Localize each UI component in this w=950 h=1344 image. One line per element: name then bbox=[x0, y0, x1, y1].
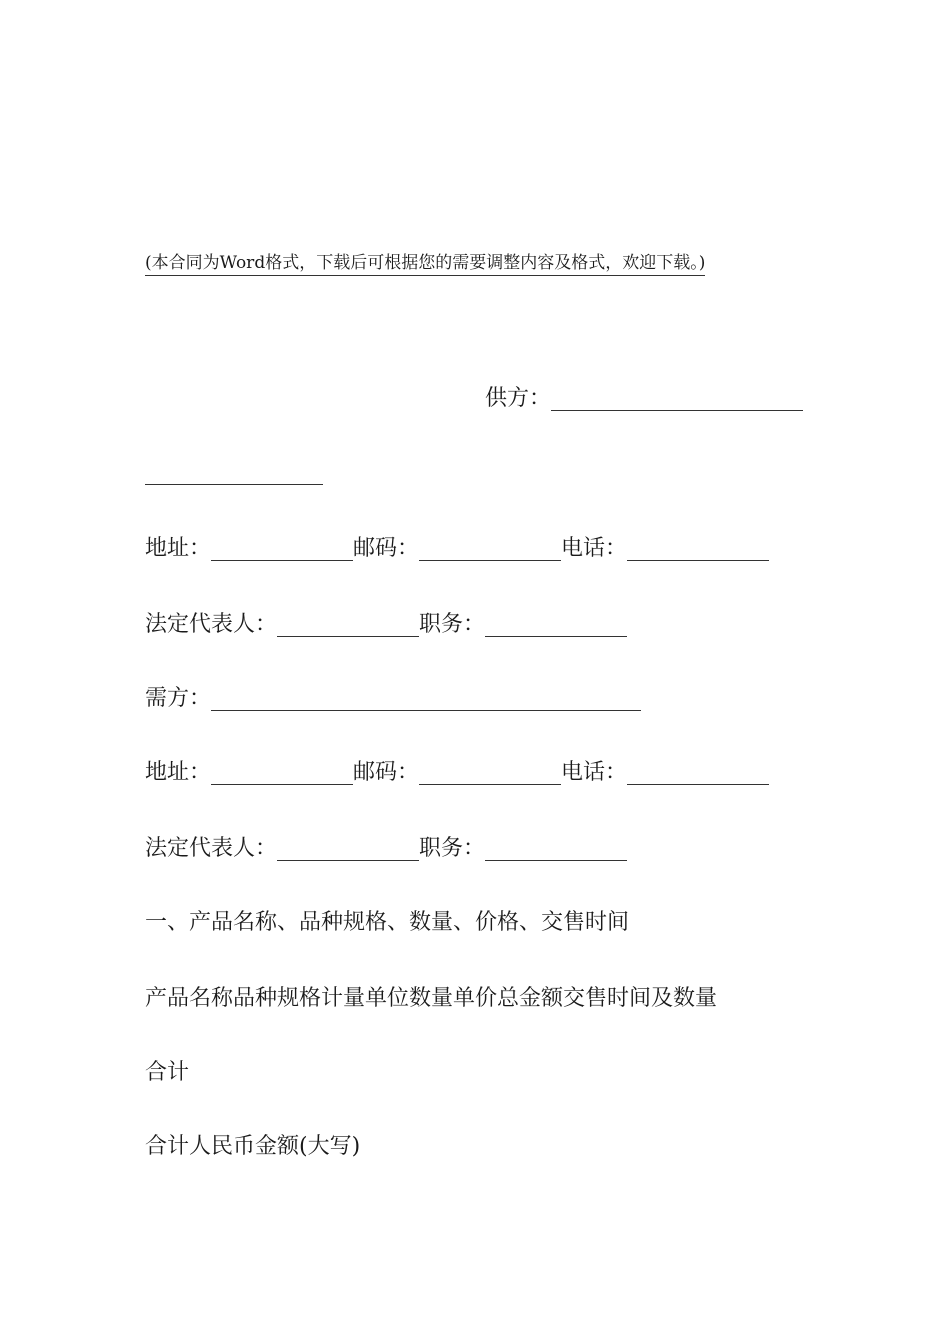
supplier-label: 供方： bbox=[485, 386, 552, 411]
format-notice: (本合同为Word格式，下载后可根据您的需要调整内容及格式，欢迎下载。) bbox=[145, 252, 705, 276]
supplier-name-field[interactable] bbox=[551, 390, 803, 411]
buyer-rep-line bbox=[145, 834, 627, 864]
supplier-address-label: 地址： bbox=[145, 536, 212, 561]
total-label: 合计 bbox=[145, 1060, 190, 1085]
buyer-label: 需方： bbox=[145, 686, 212, 711]
supplier-phone-field[interactable] bbox=[627, 540, 769, 561]
supplier-rep-line bbox=[145, 610, 627, 640]
buyer-postcode-label: 邮码： bbox=[353, 760, 420, 785]
supplier-postcode-field[interactable] bbox=[419, 540, 561, 561]
buyer-address-label: 地址： bbox=[145, 760, 212, 785]
supplier-rep-field[interactable] bbox=[277, 616, 419, 637]
supplier-address-field[interactable] bbox=[211, 540, 353, 561]
buyer-title-label: 职务： bbox=[419, 836, 486, 861]
total-rmb-label: 合计人民币金额(大写) bbox=[145, 1134, 361, 1159]
buyer-rep-label: 法定代表人： bbox=[145, 836, 278, 861]
supplier-postcode-label: 邮码： bbox=[353, 536, 420, 561]
buyer-line bbox=[145, 684, 641, 714]
supplier-name-continuation-field[interactable] bbox=[145, 484, 323, 485]
buyer-phone-field[interactable] bbox=[627, 764, 769, 785]
buyer-title-field[interactable] bbox=[485, 840, 627, 861]
buyer-rep-field[interactable] bbox=[277, 840, 419, 861]
supplier-title-label: 职务： bbox=[419, 612, 486, 637]
buyer-phone-label: 电话： bbox=[561, 760, 628, 785]
buyer-address-field[interactable] bbox=[211, 764, 353, 785]
section1-heading: 一、产品名称、品种规格、数量、价格、交售时间 bbox=[145, 910, 630, 935]
supplier-title-field[interactable] bbox=[485, 616, 627, 637]
buyer-postcode-field[interactable] bbox=[419, 764, 561, 785]
buyer-contact-line bbox=[145, 758, 769, 788]
supplier-line bbox=[485, 384, 803, 414]
buyer-name-field[interactable] bbox=[211, 690, 641, 711]
supplier-phone-label: 电话： bbox=[561, 536, 628, 561]
product-table-header: 产品名称品种规格计量单位数量单价总金额交售时间及数量 bbox=[145, 986, 718, 1011]
supplier-contact-line bbox=[145, 534, 769, 564]
supplier-rep-label: 法定代表人： bbox=[145, 612, 278, 637]
